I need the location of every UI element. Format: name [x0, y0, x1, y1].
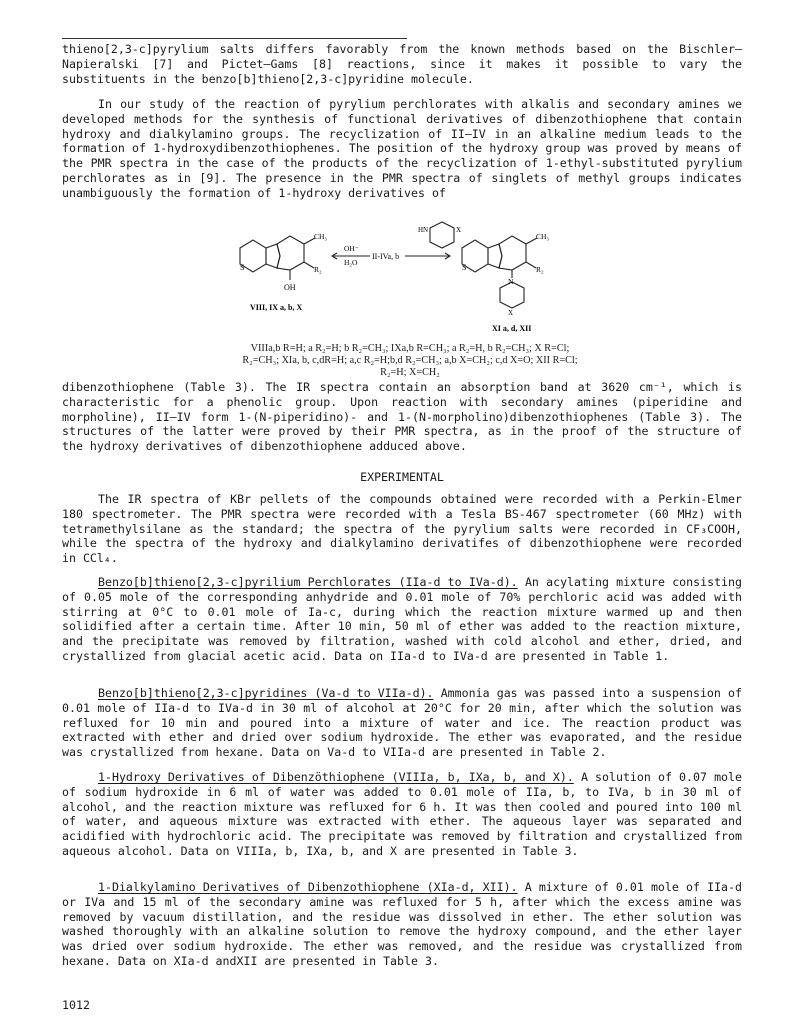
right-compound-label: XI a, d, XII: [492, 324, 532, 333]
paragraph-intro-continued: thieno[2,3-c]pyrylium salts differs favorably from the known methods based on the Bischler–Napieralski [7] and Pictet–Gams [8] reactions, since it makes it possible to vary the substituents in the benzo[b]thieno[2,3-c]pyridine molecule.: [62, 42, 742, 86]
right-x-label: X: [508, 309, 514, 317]
right-ch3-label: CH₃: [536, 232, 550, 241]
top-rule: [62, 38, 407, 39]
procedure-body-pyridines: Ammonia gas was passed into a suspension of 0.01 mole of IIa-d to IVa-d in 30 ml of alcohol at 20°C for 20 min, after which the solution was refluxed for 10 min and poured into a mixture of water and ice. The reaction product was extracted with ether and dried over sodium hydroxide. The ether was evaporated, and the residue was crystallized from hexane. Data on Va-d to VIIa-d are presented in Table 2.: [62, 686, 742, 760]
paragraph-hydroxy-derivatives: [62, 770, 742, 875]
legend-line-3: R₂=H; X=CH₂: [380, 367, 440, 379]
paragraph-study: In our study of the reaction of pyrylium perchlorates with alkalis and secondary amines we developed methods for the synthesis of functional derivatives of dibenzothiophene that contain hydroxy and dialkylamino groups. The recyclization of II–IV in an alkaline medium leads to the formation of 1-hydroxydibenzothiophenes. The position of the hydroxy group was proved by means of the PMR spectra in the case of the products of the recyclization of 1-ethyl-substituted pyrylium perchlorates as in [9]. The presence in the PMR spectra of singlets of methyl groups indicates unambiguously the formation of 1-hydroxy derivatives of: [62, 97, 742, 200]
paragraph-perchlorates: [62, 575, 742, 680]
right-r2-label: R₂: [536, 265, 544, 274]
starting-compound-label: II-IVa, b: [372, 252, 400, 261]
left-s-label: S: [240, 263, 245, 272]
page-number: 1012: [62, 998, 90, 1012]
procedure-title-perchlorates: Benzo[b]thieno[2,3-c]pyrilium Perchlorates (IIa-d to IVa-d).: [98, 575, 518, 589]
legend-line-2: R₂=CH₃; XIa, b, c,dR=H; a,c R₂=H;b,d R₂=CH₃; a,b X=CH₂; c,d X=O; XII R=Cl;: [242, 355, 578, 367]
right-n-label: N: [508, 277, 514, 286]
amine-hn-label: HN: [418, 226, 429, 234]
procedure-title-pyridines: Benzo[b]thieno[2,3-c]pyridines (Va-d to VIIa-d).: [98, 686, 434, 700]
procedure-body-dialkylamino: A mixture of 0.01 mole of IIa-d or IVa and 15 ml of the secondary amine was refluxed for 5 h, after which the excess amine was removed by vacuum distillation, and the residue was dissolved in ether. The ether solution was washed thoroughly with an alkaline solution to remove the hydroxy compound, and the ether layer was dried over sodium hydroxide. The ether was removed, and the residue was crystallized from hexane. Data on XIa-d andXII are presented in Table 3.: [62, 880, 742, 968]
paragraph-spectra-methods: The IR spectra of KBr pellets of the compounds obtained were recorded with a Perkin-Elmer 180 spectrometer. The PMR spectra were recorded with a Tesla BS-467 spectrometer (60 MHz) with tetramethylsilane as the standard; the spectra of the pyrylium salts were recorded in CF₃COOH, while the spectra of the hydroxy and dialkylamino derivatifes of dibenzothiophene were recorded in CCl₄.: [62, 492, 742, 566]
left-r2-label: R₂: [314, 265, 322, 274]
paragraph-pyridines: [62, 686, 742, 776]
right-s-label: S: [462, 263, 467, 272]
left-ch3-label: CH₃: [314, 232, 328, 241]
procedure-title-dialkylamino: 1-Dialkylamino Derivatives of Dibenzothiophene (XIa-d, XII).: [98, 880, 518, 894]
left-oh-label: OH: [284, 283, 296, 292]
procedure-body-perchlorates: An acylating mixture consisting of 0.05 mole of the corresponding anhydride and 0.01 mole of 70% perchloric acid was added with stirring at 0°C to 0.01 mole of Ia-c, during which the reaction mixture warmed up and then solidified after a certain time. After 10 min, 50 ml of ether was added to the reaction mixture, and the precipitate was removed by filtration, washed with cold alcohol and ether, dried, and crystallized from glacial acetic acid. Data on IIa-d to IVa-d are presented in Table 1.: [62, 575, 742, 663]
scheme-legend: [150, 343, 670, 380]
legend-line-1: VIIIa,b R=H; a R₂=H; b R₂=CH₃; IXa,b R=CH₃; a R₂=H, b R₂=CH₃; X R=Cl;: [250, 343, 570, 354]
paragraph-dialkylamino-derivatives: [62, 880, 742, 970]
procedure-body-hydroxy: A solution of 0.07 mole of sodium hydroxide in 6 ml of water was added to 0.01 mole of IIa, b, to IVa, b in 30 ml of alcohol, and the reaction mixture was refluxed for 6 h. It was then cooled and poured into 100 ml of water, and aqueous mixture was extracted with ether. The aqueous layer was separated and acidified with hydrochloric acid. The precipitate was removed by filtration and crystallized from aqueous alcohol. Data on VIIIa, b, IXa, b, and X are presented in Table 3.: [62, 770, 742, 858]
reagent-bottom-label: H₂O: [344, 258, 358, 267]
procedure-title-hydroxy: 1-Hydroxy Derivatives of Dibenzöthiophene (VIIIa, b, IXa, b, and X).: [98, 770, 574, 784]
reagent-top-label: OH⁻: [344, 244, 359, 253]
paragraph-ir-spectra: dibenzothiophene (Table 3). The IR spectra contain an absorption band at 3620 cm⁻¹, which is characteristic for a phenolic group. Upon reaction with secondary amines (piperidine and morpholine), II–IV form 1-(N-piperidino)- and 1-(N-morpholino)dibenzothiophenes (Table 3). The structures of the latter were proved by their PMR spectra, as in the proof of the structure of the hydroxy derivatives of dibenzothiophene adduced above.: [62, 380, 742, 454]
amine-x-label: X: [456, 226, 462, 234]
reaction-scheme: [220, 218, 580, 336]
left-compound-label: VIII, IX a, b, X: [250, 303, 303, 312]
section-heading-experimental: EXPERIMENTAL: [360, 470, 444, 484]
